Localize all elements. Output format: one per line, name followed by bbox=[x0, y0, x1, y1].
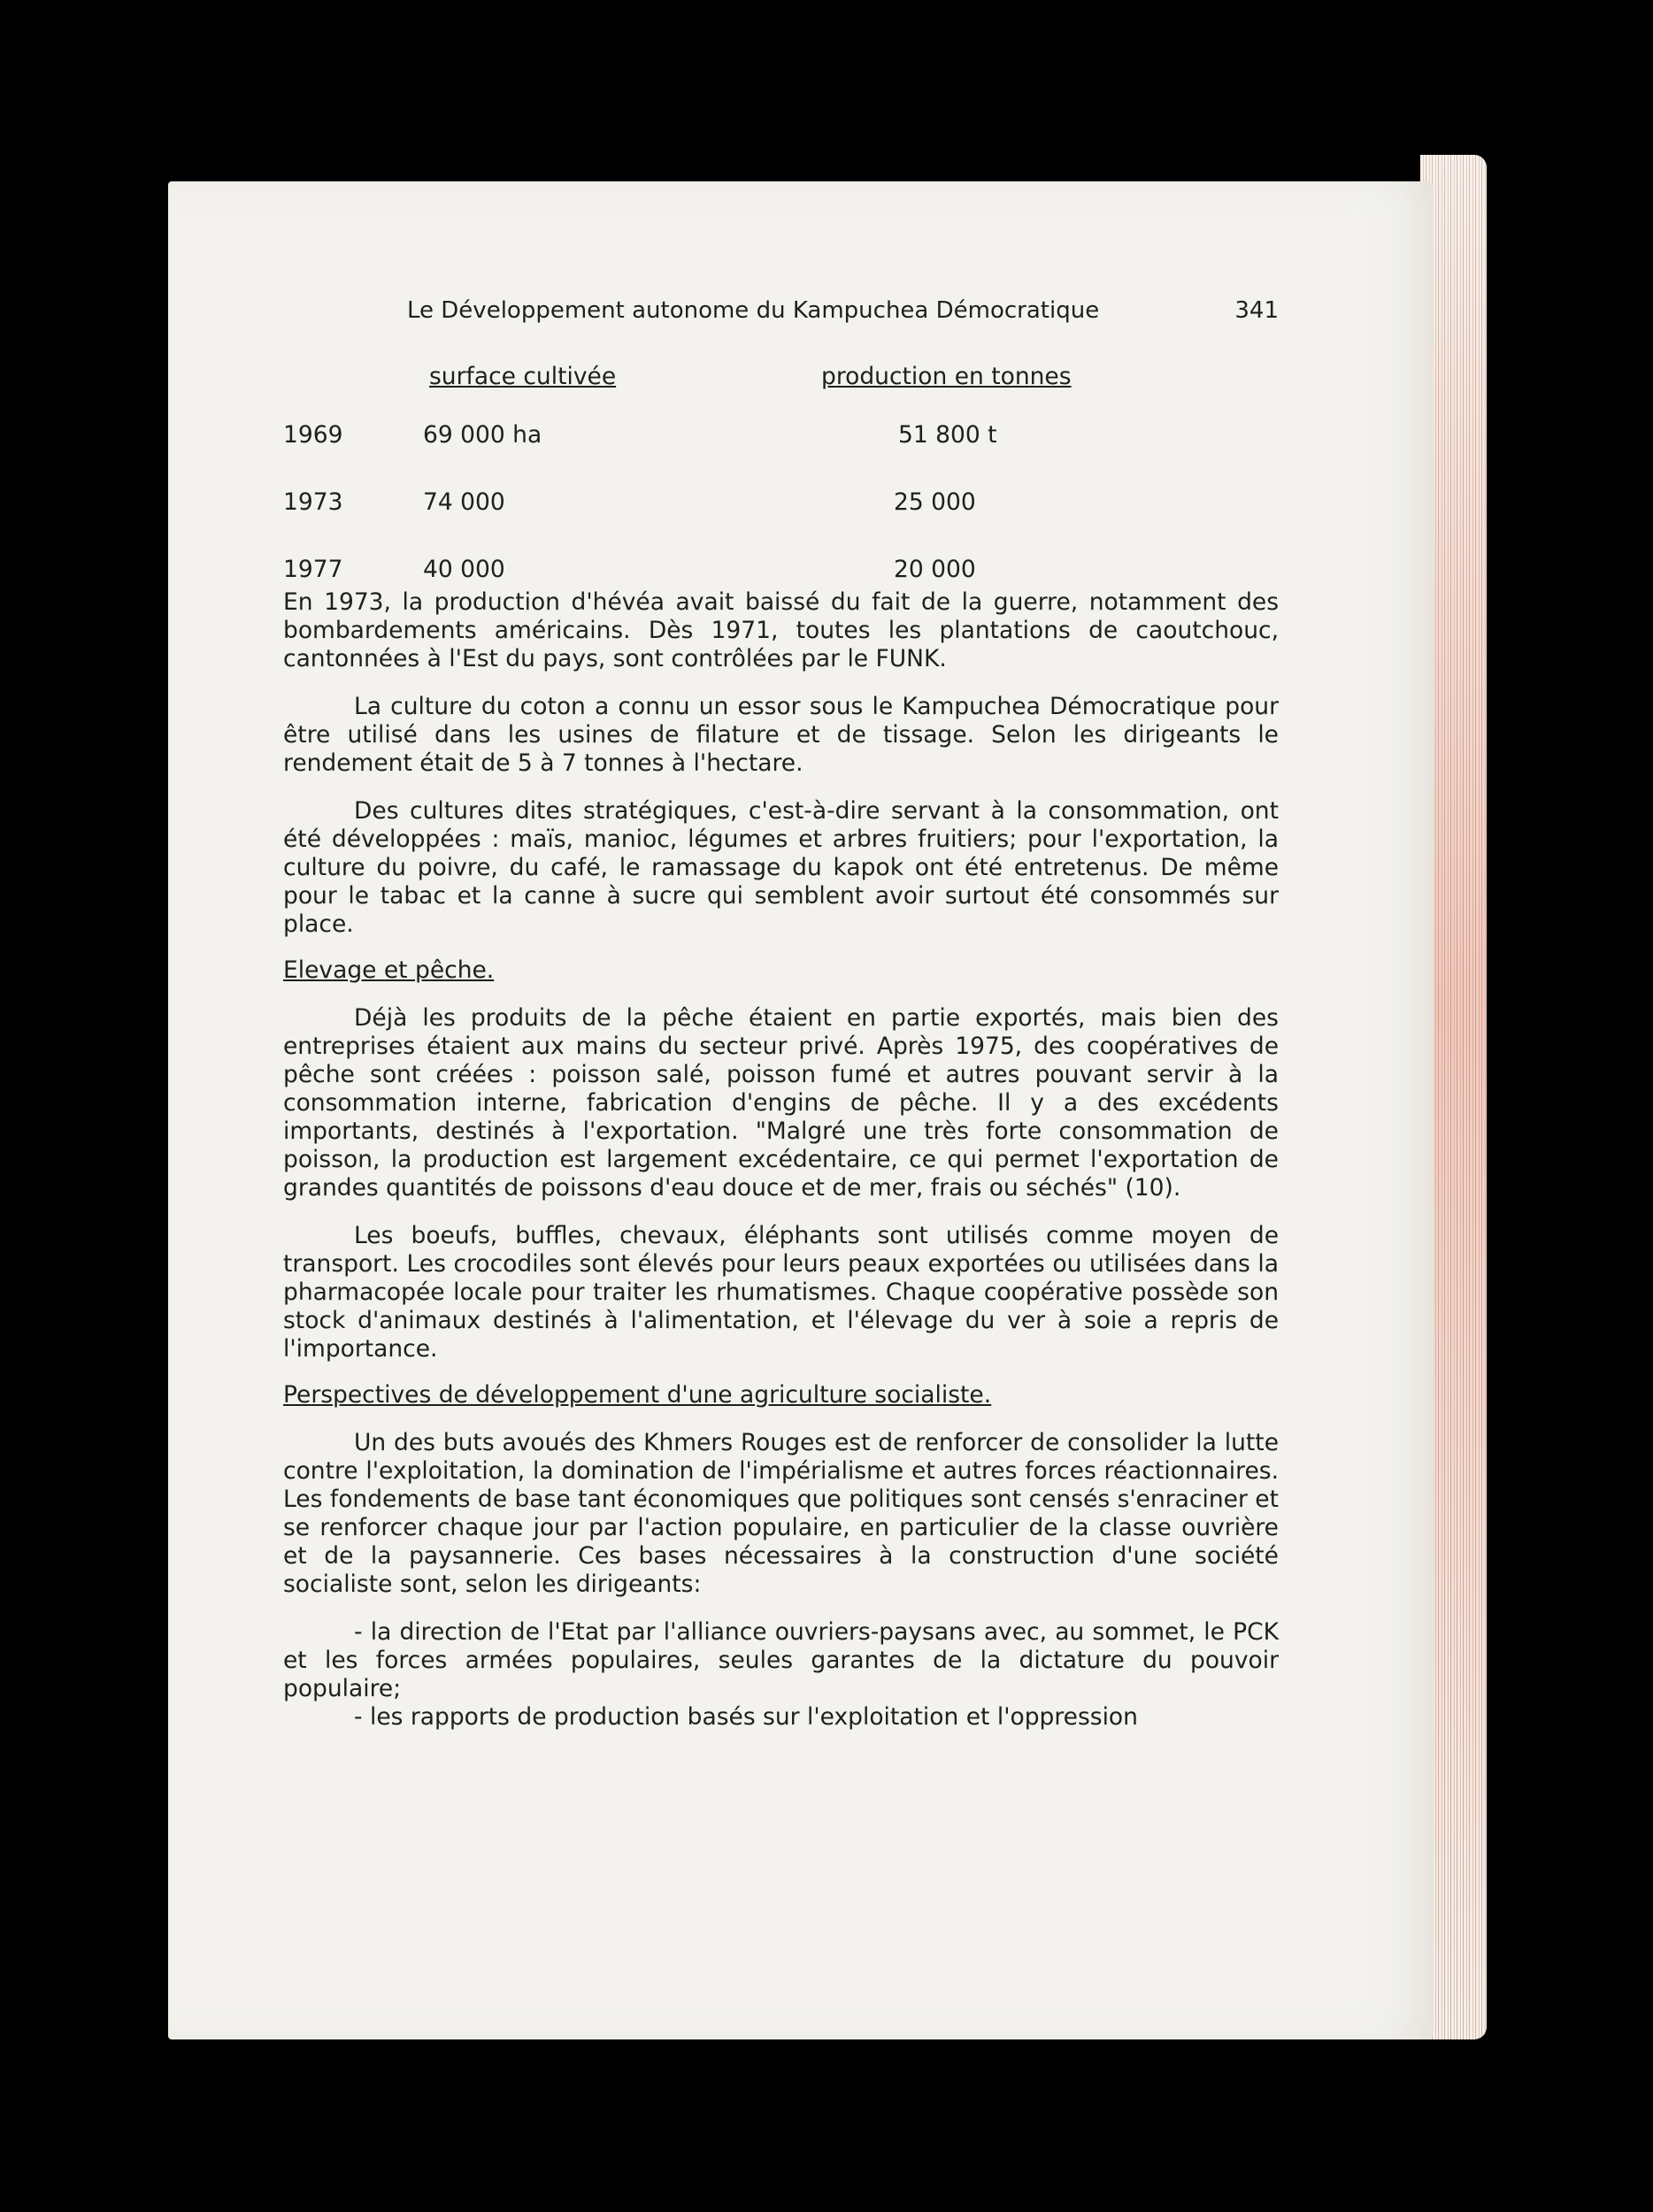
table-row bbox=[283, 488, 1279, 517]
section-heading: Perspectives de développement d'une agriculture socialiste. bbox=[283, 1381, 992, 1409]
paragraph: En 1973, la production d'hévéa avait baissé du fait de la guerre, notamment des bombardements américains. Dès 1971, toutes les plantations de caoutchouc, cantonnées à l'Est du pays, sont contrôlées par le FUNK. bbox=[283, 588, 1279, 672]
column-header-production: production en tonnes bbox=[821, 363, 1072, 390]
page-number: 341 bbox=[1234, 297, 1279, 324]
table-row bbox=[283, 556, 1279, 584]
year-cell: 1973 bbox=[283, 488, 343, 516]
table-row bbox=[283, 421, 1279, 449]
column-header-surface: surface cultivée bbox=[429, 363, 617, 390]
list-item: - les rapports de production basés sur l'exploitation et l'oppression bbox=[354, 1703, 1138, 1731]
paragraph: Déjà les produits de la pêche étaient en partie exportés, mais bien des entreprises étaient aux mains du secteur privé. Après 1975, des coopératives de pêche sont créées : poisson salé, poisson fumé et autres pouvant servir à la consommation interne, fabrication d'engins de pêche. Il y a des excédents importants, destinés à l'exportation. "Malgré une très forte consommation de poisson, la production est largement excédentaire, ce qui permet l'exportation de grandes quantités de poissons d'eau douce et de mer, frais ou séchés" (10). bbox=[283, 1004, 1279, 1202]
running-title: Le Développement autonome du Kampuchea Démocratique bbox=[407, 297, 1100, 324]
production-cell: 25 000 bbox=[894, 488, 976, 516]
section-heading: Elevage et pêche. bbox=[283, 956, 495, 984]
production-cell: 20 000 bbox=[894, 556, 976, 583]
paragraph: Un des buts avoués des Khmers Rouges est de renforcer de consolider la lutte contre l'exploitation, la domination de l'impérialisme et autres forces réactionnaires. Les fondements de base tant économiques que politiques sont censés s'enraciner et se renforcer chaque jour par l'action populaire, en particulier de la classe ouvrière et de la paysannerie. Ces bases nécessaires à la construction d'une société socialiste sont, selon les dirigeants: bbox=[283, 1429, 1279, 1598]
paragraph: La culture du coton a connu un essor sous le Kampuchea Démocratique pour être utilisé dans les usines de filature et de tissage. Selon les dirigeants le rendement était de 5 à 7 tonnes à l'hectare. bbox=[283, 693, 1279, 777]
production-table bbox=[283, 363, 1279, 583]
paragraph: Les boeufs, buffles, chevaux, éléphants sont utilisés comme moyen de transport. Les crocodiles sont élevés pour leurs peaux exportées ou utilisées dans la pharmacopée locale pour traiter les rhumatismes. Chaque coopérative possède son stock d'animaux destinés à l'alimentation, et l'élevage du ver à soie a repris de l'importance. bbox=[283, 1222, 1279, 1363]
year-cell: 1977 bbox=[283, 556, 343, 583]
surface-cell: 69 000 ha bbox=[423, 421, 542, 449]
year-cell: 1969 bbox=[283, 421, 343, 449]
surface-cell: 74 000 bbox=[423, 488, 505, 516]
running-header bbox=[283, 296, 1279, 325]
body-text bbox=[283, 588, 1279, 1732]
surface-cell: 40 000 bbox=[423, 556, 505, 583]
paragraph: Des cultures dites stratégiques, c'est-à-dire servant à la consommation, ont été développées : maïs, manioc, légumes et arbres fruitiers; pour l'exportation, la culture du poivre, du café, le ramassage du kapok ont été entretenus. De même pour le tabac et la canne à sucre qui semblent avoir surtout été consommés sur place. bbox=[283, 797, 1279, 938]
list-item: - la direction de l'Etat par l'alliance ouvriers-paysans avec, au sommet, le PCK et les forces armées populaires, seules garantes de la dictature du pouvoir populaire; bbox=[283, 1618, 1279, 1702]
production-cell: 51 800 t bbox=[898, 421, 997, 449]
